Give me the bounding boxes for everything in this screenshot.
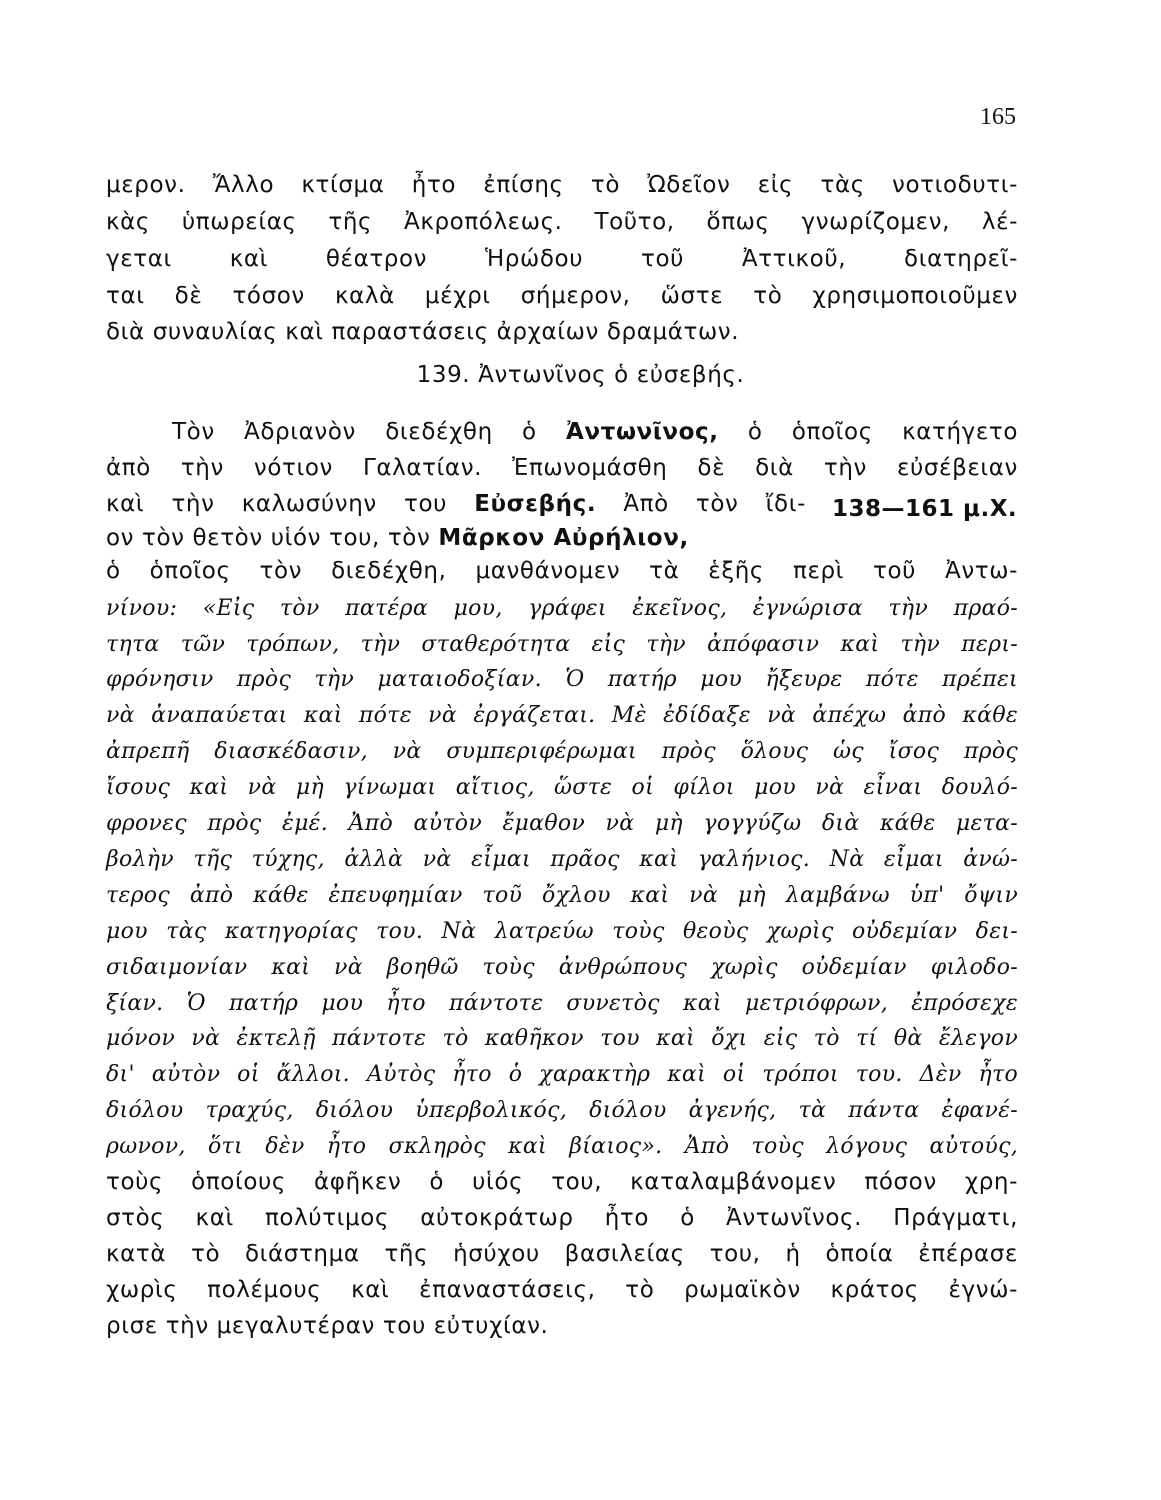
paragraph-1-line: γεται καὶ θέατρον Ἡρώδου τοῦ Ἀττικοῦ, διατηρεῖ- [106, 246, 1018, 272]
paragraph-2-line: κατὰ τὸ διάστημα τῆς ἡσύχου βασιλείας του, ἡ ὁποία ἐπέρασε [106, 1241, 1018, 1267]
quote-line: δι' αὐτὸν οἱ ἄλλοι. Αὐτὸς ἦτο ὁ χαρακτὴρ καὶ οἱ τρόποι του. Δὲν ἦτο [106, 1062, 1018, 1087]
quote-line: μου τὰς κατηγορίας του. Νὰ λατρεύω τοὺς θεοὺς χωρὶς οὐδεμίαν δει- [106, 919, 1018, 944]
paragraph-2-line: ὁ ὁποῖος τὸν διεδέχθη, μανθάνομεν τὰ ἑξῆς περὶ τοῦ Ἀντω- [106, 558, 1018, 584]
paragraph-2-line: χωρὶς πολέμους καὶ ἐπαναστάσεις, τὸ ρωμαϊκὸν κράτος ἐγνώ- [106, 1277, 1018, 1303]
quote-line: βολὴν τῆς τύχης, ἀλλὰ νὰ εἶμαι πρᾶος καὶ γαλήνιος. Νὰ εἶμαι ἀνώ- [106, 847, 1018, 872]
paragraph-2-line [106, 489, 806, 519]
quote-line: νίνου: «Εἰς τὸν πατέρα μου, γράφει ἐκεῖνος, ἐγνώρισα τὴν πραό- [106, 596, 1018, 621]
paragraph-2-line [172, 417, 1018, 447]
paragraph-2-line: ρισε τὴν μεγαλυτέραν του εὐτυχίαν. [106, 1313, 549, 1339]
quote-line: νὰ ἀναπαύεται καὶ πότε νὰ ἐργάζεται. Μὲ ἐδίδαξε νὰ ἀπέχω ἀπὸ κάθε [106, 703, 1018, 728]
paragraph-2-line [106, 523, 689, 553]
paragraph-2-line: τοὺς ὁποίους ἀφῆκεν ὁ υἱός του, καταλαμβάνομεν πόσον χρη- [106, 1169, 1018, 1195]
quote-line: ξίαν. Ὁ πατήρ μου ἦτο πάντοτε συνετὸς καὶ μετριόφρων, ἐπρόσεχε [106, 991, 1018, 1016]
paragraph-1-line: κὰς ὑπωρείας τῆς Ἀκροπόλεως. Τοῦτο, ὅπως γνωρίζομεν, λέ- [106, 209, 1018, 235]
quote-line: φρόνησιν πρὸς τὴν ματαιοδοξίαν. Ὁ πατήρ μου ἤξευρε πότε πρέπει [106, 667, 1018, 692]
paragraph-1-line: ται δὲ τόσον καλὰ μέχρι σήμερον, ὥστε τὸ χρησιμοποιοῦμεν [106, 283, 1018, 309]
text-run: Τὸν Ἀδριανὸν διεδέχθη ὁ [172, 419, 567, 445]
text-run: καὶ τὴν καλωσύνην του [106, 491, 475, 517]
text-run: Ἀπὸ τὸν ἴδι- [596, 491, 806, 517]
quote-line: τητα τῶν τρόπων, τὴν σταθερότητα εἰς τὴν ἀπόφασιν καὶ τὴν περι- [106, 632, 1018, 657]
paragraph-2-line: στὸς καὶ πολύτιμος αὐτοκράτωρ ἦτο ὁ Ἀντωνῖνος. Πράγματι, [106, 1205, 1018, 1231]
quote-line: διόλου τραχύς, διόλου ὑπερβολικός, διόλου ἀγενής, τὰ πάντα ἐφανέ- [106, 1098, 1018, 1123]
section-heading: 139. Ἀντωνῖνος ὁ εὐσεβής. [416, 362, 745, 388]
quote-line: φρονες πρὸς ἐμέ. Ἀπὸ αὐτὸν ἔμαθον νὰ μὴ γογγύζω διὰ κάθε μετα- [106, 811, 1018, 836]
bold-name: Εὐσεβής. [474, 491, 597, 517]
quote-line: τερος ἀπὸ κάθε ἐπευφημίαν τοῦ ὄχλου καὶ νὰ μὴ λαμβάνω ὑπ' ὄψιν [106, 883, 1018, 908]
bold-name: Ἀντωνῖνος, [566, 419, 719, 445]
quote-line: ἀπρεπῆ διασκέδασιν, νὰ συμπεριφέρωμαι πρὸς ὅλους ὡς ἴσος πρὸς [106, 739, 1018, 764]
quote-line: ρωνον, ὅτι δὲν ἦτο σκληρὸς καὶ βίαιος». Ἀπὸ τοὺς λόγους αὐτούς, [106, 1134, 1018, 1159]
quote-line: ἴσους καὶ νὰ μὴ γίνωμαι αἴτιος, ὥστε οἱ φίλοι μου νὰ εἶναι δουλό- [106, 775, 1018, 800]
paragraph-1-line: διὰ συναυλίας καὶ παραστάσεις ἀρχαίων δραμάτων. [106, 319, 740, 345]
text-run: ὁ ὁποῖος κατήγετο [718, 419, 1018, 445]
page-number: 165 [980, 104, 1016, 130]
paragraph-2-line: ἀπὸ τὴν νότιον Γαλατίαν. Ἐπωνομάσθη δὲ διὰ τὴν εὐσέβειαν [106, 455, 1018, 481]
quote-line: μόνον νὰ ἐκτελῇ πάντοτε τὸ καθῆκον του καὶ ὄχι εἰς τὸ τί θὰ ἔλεγον [106, 1026, 1018, 1051]
text-run: ον τὸν θετὸν υἱόν του, τὸν [106, 525, 439, 551]
quote-line: σιδαιμονίαν καὶ νὰ βοηθῶ τοὺς ἀνθρώπους χωρὶς οὐδεμίαν φιλοδο- [106, 955, 1018, 980]
bold-name: Μᾶρκον Αὐρήλιον, [438, 525, 689, 551]
date-margin-note: 138—161 μ.Χ. [832, 496, 1018, 522]
paragraph-1-line: μερον. Ἄλλο κτίσμα ἦτο ἐπίσης τὸ Ὠδεῖον εἰς τὰς νοτιοδυτι- [106, 172, 1018, 198]
